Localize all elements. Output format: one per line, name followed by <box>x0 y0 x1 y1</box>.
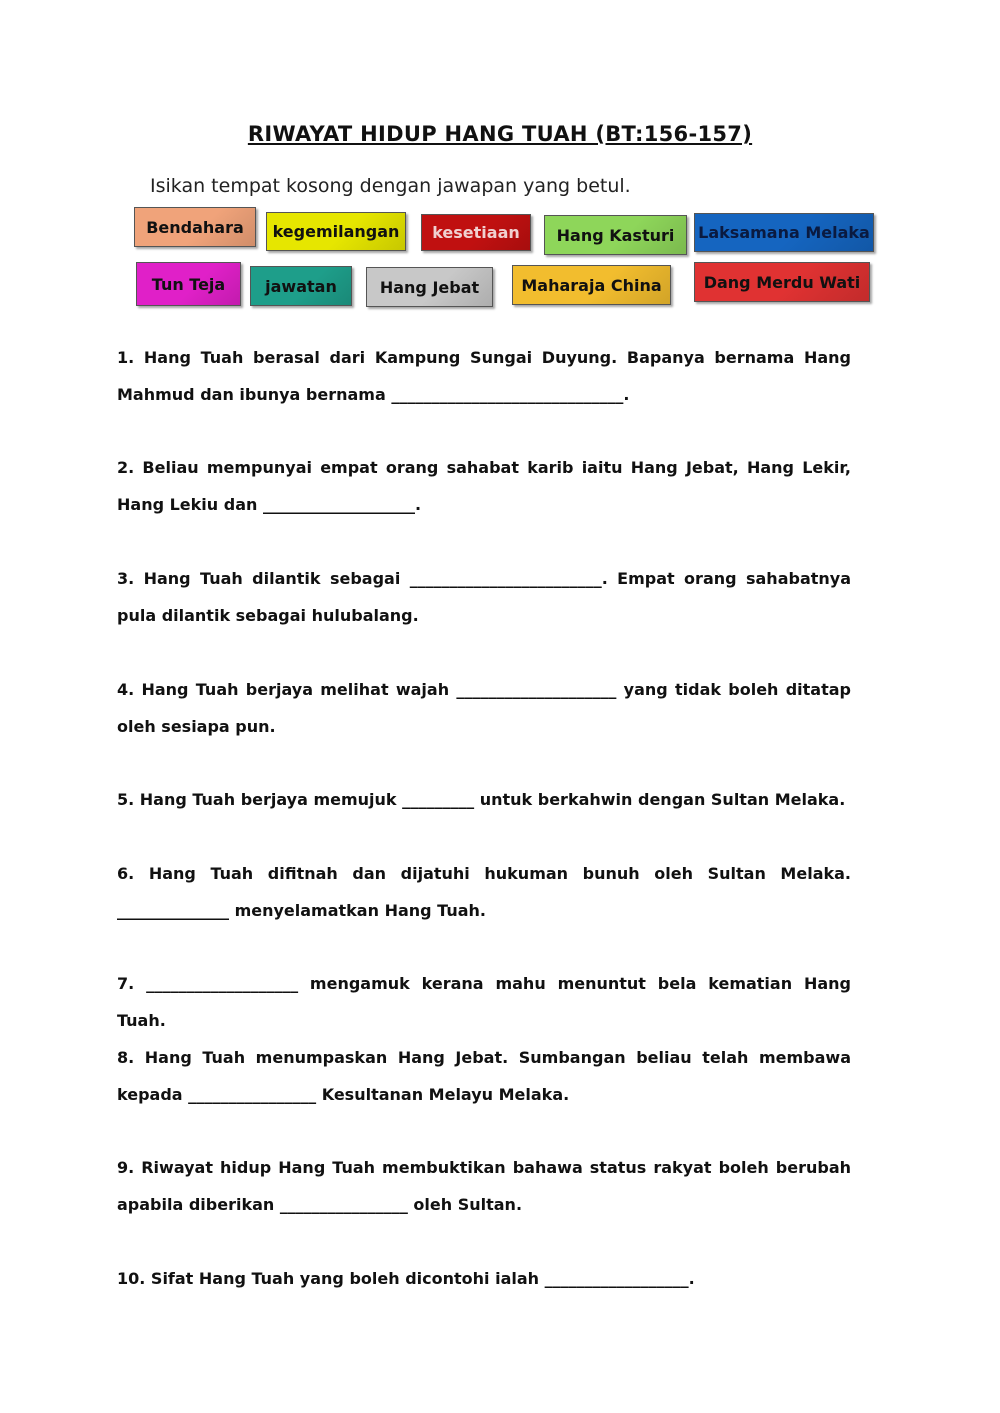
word-chip-label: Bendahara <box>146 217 244 237</box>
question-6: 6. Hang Tuah difitnah dan dijatuhi hukuman bunuh oleh Sultan Melaka. ______________ menyelamatkan Hang Tuah. <box>117 864 851 920</box>
word-chip-hang-jebat[interactable] <box>366 267 493 307</box>
question-9: 9. Riwayat hidup Hang Tuah membuktikan bahawa status rakyat boleh berubah apabila diberikan ________________ oleh Sultan. <box>117 1158 851 1214</box>
word-chip-laksamana-melaka[interactable] <box>694 213 874 252</box>
word-chip-label: Laksamana Melaka <box>698 223 870 242</box>
question-8: 8. Hang Tuah menumpaskan Hang Jebat. Sumbangan beliau telah membawa kepada ________________ Kesultanan Melayu Melaka. <box>117 1048 851 1104</box>
word-chip-label: Tun Teja <box>151 274 226 294</box>
word-chip-label: Maharaja China <box>521 275 662 295</box>
question-10: 10. Sifat Hang Tuah yang boleh dicontohi ialah __________________. <box>117 1269 695 1288</box>
word-chip-label: Dang Merdu Wati <box>703 272 861 292</box>
question-4: 4. Hang Tuah berjaya melihat wajah ____________________ yang tidak boleh ditatap oleh sesiapa pun. <box>117 680 851 736</box>
word-chip-kesetiaan[interactable] <box>421 214 531 251</box>
word-chip-label: kesetiaan <box>432 223 520 242</box>
word-chip-label: kegemilangan <box>272 222 400 241</box>
word-chip-dang-merdu-wati[interactable] <box>694 262 870 302</box>
word-chip-label: jawatan <box>265 276 337 296</box>
page-title: RIWAYAT HIDUP HANG TUAH (BT:156-157) <box>247 122 753 146</box>
word-chip-label: Hang Jebat <box>379 277 480 297</box>
word-chip-maharaja-china[interactable] <box>512 265 671 305</box>
question-5: 5. Hang Tuah berjaya memujuk _________ untuk berkahwin dengan Sultan Melaka. <box>117 790 846 809</box>
word-chip-kegemilangan[interactable] <box>266 212 406 251</box>
question-2: 2. Beliau mempunyai empat orang sahabat karib iaitu Hang Jebat, Hang Lekir, Hang Lekiu dan ___________________. <box>117 458 851 514</box>
instruction-text: Isikan tempat kosong dengan jawapan yang betul. <box>150 175 631 197</box>
word-chip-tun-teja[interactable] <box>136 262 241 306</box>
question-3: 3. Hang Tuah dilantik sebagai ________________________. Empat orang sahabatnya pula dilantik sebagai hulubalang. <box>117 569 851 625</box>
question-7: 7. ___________________ mengamuk kerana mahu menuntut bela kematian Hang Tuah. <box>117 974 851 1030</box>
word-chip-hang-kasturi[interactable] <box>544 215 687 255</box>
word-chip-bendahara[interactable] <box>134 207 256 247</box>
word-chip-label: Hang Kasturi <box>556 225 675 245</box>
word-chip-jawatan[interactable] <box>250 266 352 306</box>
question-1: 1. Hang Tuah berasal dari Kampung Sungai Duyung. Bapanya bernama Hang Mahmud dan ibunya bernama _____________________________. <box>117 348 851 404</box>
